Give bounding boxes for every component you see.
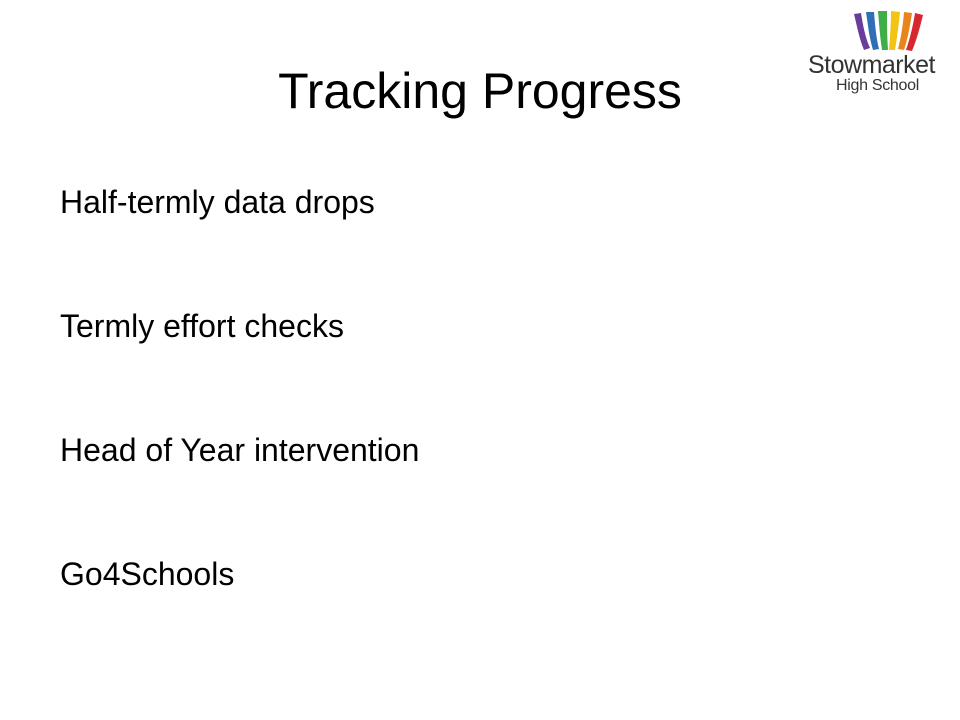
bullet-list — [60, 180, 419, 676]
bullet-item: Go4Schools — [60, 556, 235, 592]
slide-title: Tracking Progress — [278, 63, 682, 119]
bullet-item: Head of Year intervention — [60, 432, 420, 468]
bullet-item: Half-termly data drops — [60, 184, 375, 220]
bullet-item: Termly effort checks — [60, 308, 344, 344]
logo-school-name: Stowmarket — [808, 51, 935, 79]
logo-school-subname: High School — [836, 77, 919, 94]
